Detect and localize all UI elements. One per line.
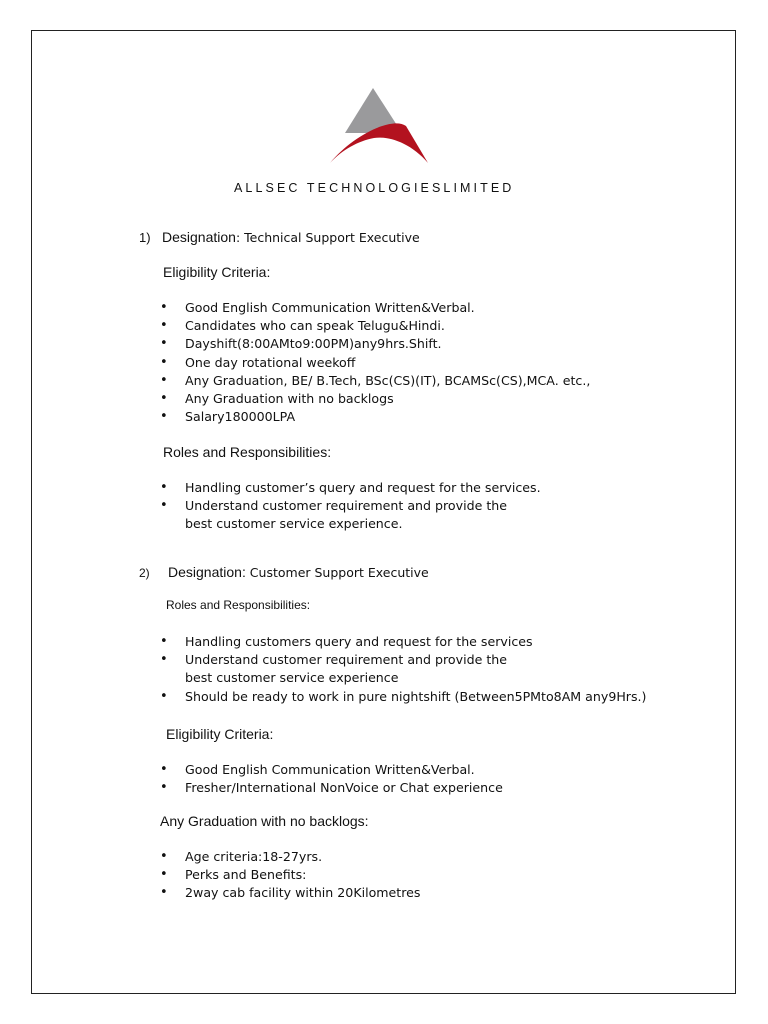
- section2-roles-list: [160, 633, 646, 706]
- list-item: • Good English Communication Written&Verbal.: [160, 299, 590, 317]
- list-item: • One day rotational weekoff: [160, 354, 590, 372]
- logo-swoosh: [330, 123, 428, 163]
- section1-roles-list: [160, 479, 541, 534]
- section1-roles-heading: Roles and Responsibilities:: [163, 444, 332, 460]
- list-item: • Good English Communication Written&Verbal.: [160, 761, 503, 779]
- list-item: • Fresher/International NonVoice or Chat experience: [160, 779, 503, 797]
- list-item: • Handling customers query and request for the services: [160, 633, 646, 651]
- section2-eligibility-heading: Eligibility Criteria:: [166, 726, 274, 742]
- section1-number: 1): [139, 230, 151, 245]
- section2-eligibility-list: [160, 761, 503, 797]
- list-item: • Age criteria:18-27yrs.: [160, 848, 420, 866]
- section1-eligibility-heading: Eligibility Criteria:: [163, 264, 271, 280]
- section1-eligibility-list: [160, 299, 590, 426]
- list-item: • Any Graduation, BE/ B.Tech, BSc(CS)(IT), BCAMSc(CS),MCA. etc.,: [160, 372, 590, 390]
- company-name: ALLSEC TECHNOLOGIESLIMITED: [234, 181, 515, 195]
- section2-number: 2): [139, 566, 150, 580]
- list-item: • Understand customer requirement and provide the best customer service experience: [160, 651, 646, 687]
- list-item: • Salary180000LPA: [160, 408, 590, 426]
- designation-label: Designation:: [168, 564, 246, 580]
- list-item: • Understand customer requirement and provide the best customer service experience.: [160, 497, 541, 533]
- list-item: • Perks and Benefits:: [160, 866, 420, 884]
- company-logo: [330, 86, 430, 166]
- section1-designation: [162, 229, 420, 245]
- designation-value: : Technical Support Executive: [235, 230, 420, 245]
- designation-value: Customer Support Executive: [245, 565, 429, 580]
- list-item: • 2way cab facility within 20Kilometres: [160, 884, 420, 902]
- list-item: • Any Graduation with no backlogs: [160, 390, 590, 408]
- section2-graduation-list: [160, 848, 420, 903]
- list-item: • Dayshift(8:00AMto9:00PM)any9hrs.Shift.: [160, 335, 590, 353]
- list-item: • Should be ready to work in pure nightshift (Between5PMto8AM any9Hrs.): [160, 688, 646, 706]
- list-item: • Handling customer’s query and request for the services.: [160, 479, 541, 497]
- section2-graduation-heading: Any Graduation with no backlogs:: [160, 813, 369, 829]
- section2-designation: [168, 564, 429, 580]
- section2-roles-heading: Roles and Responsibilities:: [166, 598, 311, 612]
- designation-label: Designation: [162, 229, 236, 245]
- list-item: • Candidates who can speak Telugu&Hindi.: [160, 317, 590, 335]
